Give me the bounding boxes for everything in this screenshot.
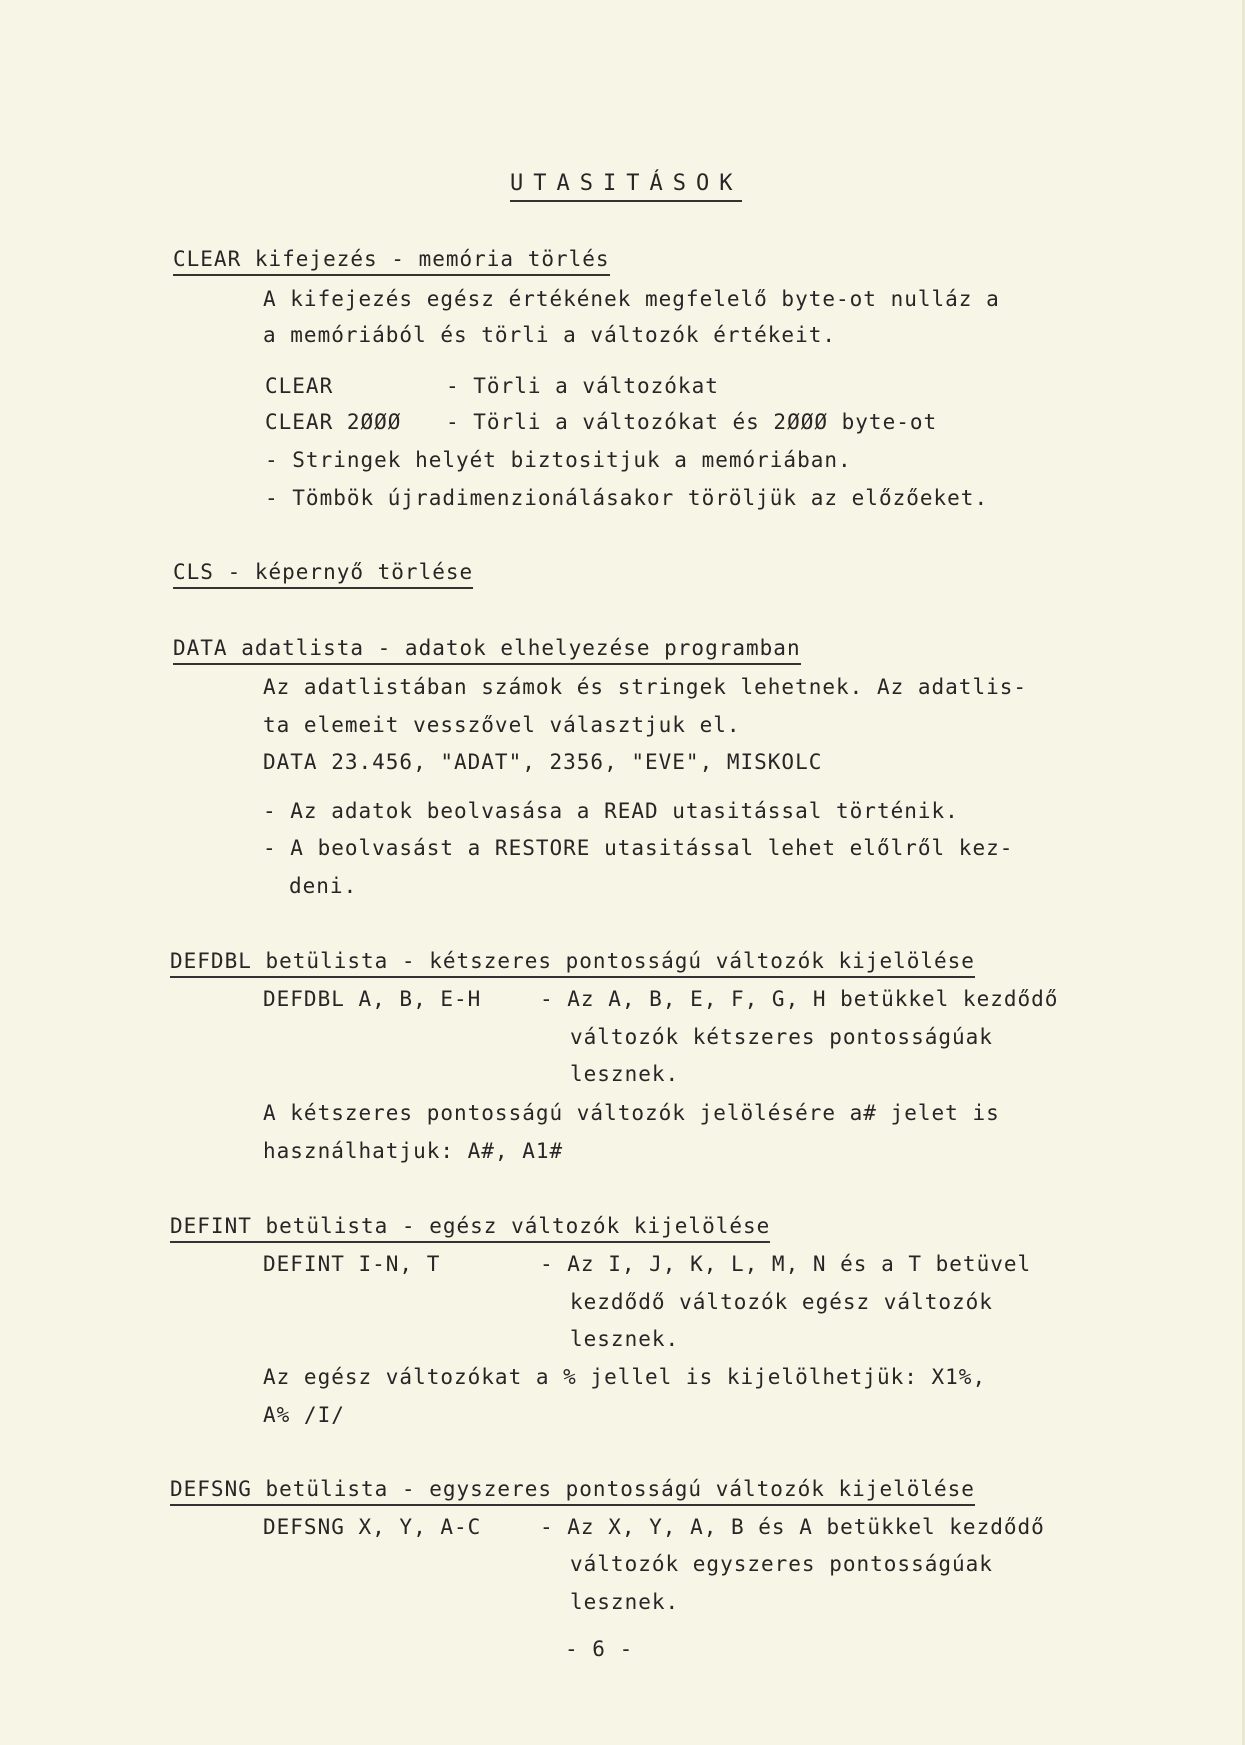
clear-example-1-text: - Törli a változókat	[446, 374, 719, 398]
data-note-1: - Az adatok beolvasása a READ utasitással történik.	[263, 799, 959, 823]
defint-example-text-1: - Az I, J, K, L, M, N és a T betüvel	[540, 1252, 1032, 1276]
defint-example-code: DEFINT I-N, T	[263, 1252, 441, 1276]
data-example: DATA 23.456, "ADAT", 2356, "EVE", MISKOLC	[263, 750, 823, 774]
defint-example-text-2: kezdődő változók egész változók	[570, 1290, 993, 1314]
page-number: - 6 -	[565, 1637, 634, 1661]
data-note-2-line-1: - A beolvasást a RESTORE utasitással lehet előlről kez-	[263, 836, 1014, 860]
data-note-2-line-2: deni.	[289, 874, 358, 898]
defsng-example-text-1: - Az X, Y, A, B és A betükkel kezdődő	[540, 1515, 1045, 1539]
defint-note-1: Az egész változókat a % jellel is kijelölhetjük: X1%,	[263, 1365, 987, 1389]
data-heading: DATA adatlista - adatok elhelyezése programban	[173, 634, 801, 665]
clear-note-2: - Tömbök újradimenzionálásakor töröljük az előzőeket.	[265, 486, 989, 510]
defdbl-example-code: DEFDBL A, B, E-H	[263, 987, 482, 1011]
clear-example-2-text: - Törli a változókat és 2ØØØ byte-ot	[446, 410, 938, 434]
cls-heading: CLS - képernyő törlése	[173, 558, 473, 589]
data-desc-line-1: Az adatlistában számok és stringek lehetnek. Az adatlis-	[263, 675, 1028, 699]
defdbl-note-2: használhatjuk: A#, A1#	[263, 1139, 564, 1163]
page-title: UTASITÁSOK	[510, 170, 742, 202]
clear-example-1-code: CLEAR	[265, 374, 334, 398]
defsng-heading: DEFSNG betülista - egyszeres pontosságú változók kijelölése	[170, 1475, 975, 1506]
defdbl-heading: DEFDBL betülista - kétszeres pontosságú változók kijelölése	[170, 947, 975, 978]
defdbl-example-text-1: - Az A, B, E, F, G, H betükkel kezdődő	[540, 987, 1059, 1011]
defsng-example-text-3: lesznek.	[570, 1590, 680, 1614]
clear-example-2-code: CLEAR 2ØØØ	[265, 410, 402, 434]
defsng-example-code: DEFSNG X, Y, A-C	[263, 1515, 482, 1539]
defdbl-example-text-2: változók kétszeres pontosságúak	[570, 1025, 993, 1049]
defint-heading: DEFINT betülista - egész változók kijelölése	[170, 1212, 770, 1243]
defsng-example-text-2: változók egyszeres pontosságúak	[570, 1552, 993, 1576]
data-desc-line-2: ta elemeit vesszővel választjuk el.	[263, 713, 741, 737]
defint-note-2: A% /I/	[263, 1403, 345, 1427]
defdbl-note-1: A kétszeres pontosságú változók jelölésére a# jelet is	[263, 1101, 1000, 1125]
defint-example-text-3: lesznek.	[570, 1327, 680, 1351]
clear-heading: CLEAR kifejezés - memória törlés	[173, 245, 610, 276]
clear-note-1: - Stringek helyét biztositjuk a memóriában.	[265, 448, 852, 472]
defdbl-example-text-3: lesznek.	[570, 1062, 680, 1086]
clear-desc-line-1: A kifejezés egész értékének megfelelő byte-ot nulláz a	[263, 287, 1000, 311]
clear-desc-line-2: a memóriából és törli a változók értékeit.	[263, 323, 837, 347]
